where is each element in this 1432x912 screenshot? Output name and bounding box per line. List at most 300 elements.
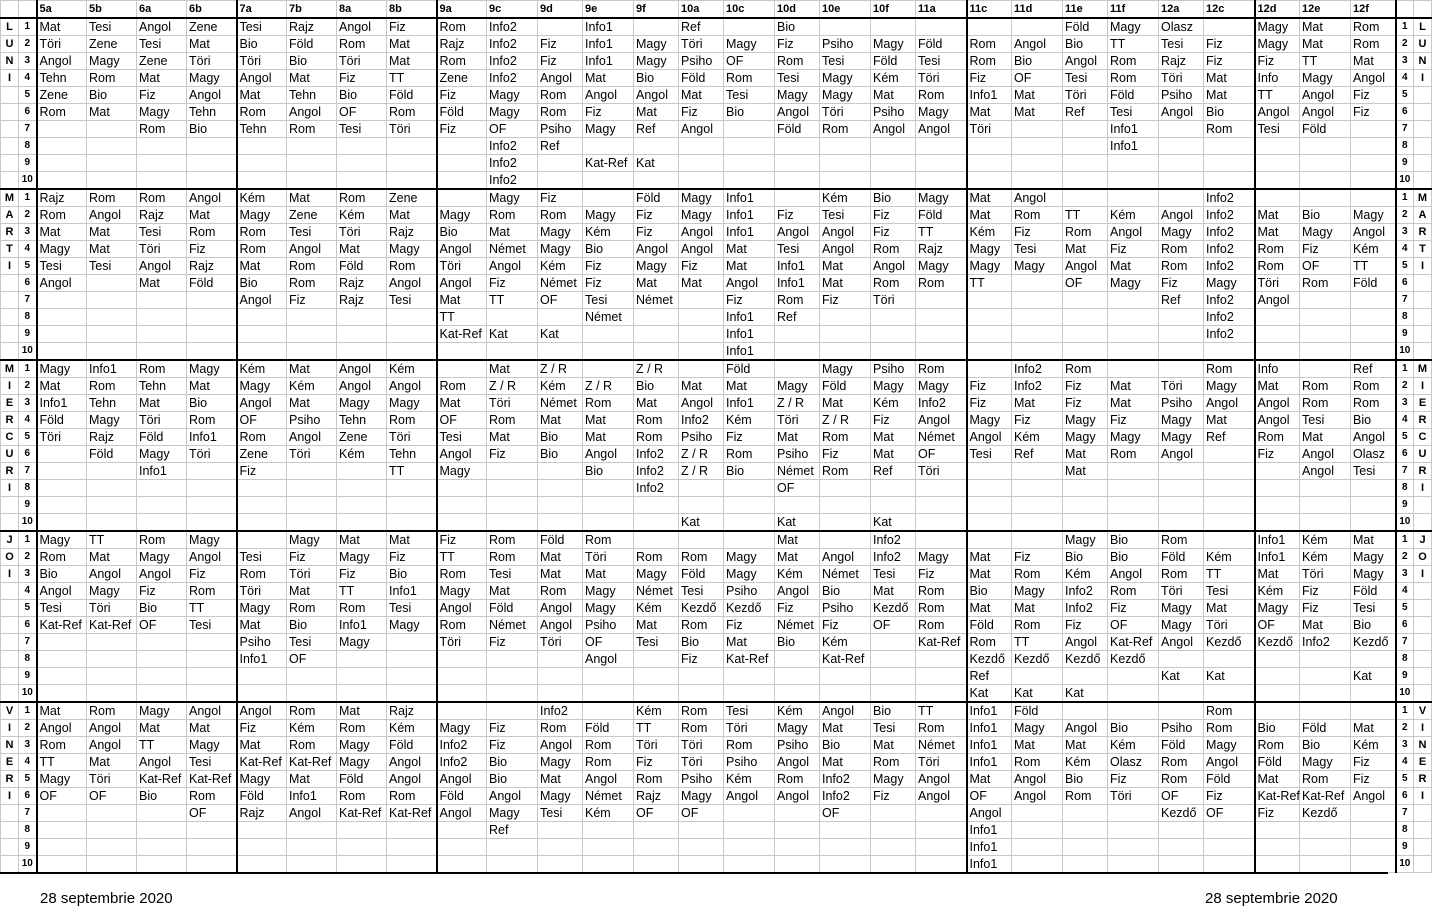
- lesson-cell[interactable]: [337, 480, 387, 497]
- lesson-cell[interactable]: [871, 651, 916, 668]
- lesson-cell[interactable]: Kat-Ref: [820, 651, 871, 668]
- lesson-cell[interactable]: [679, 685, 724, 703]
- lesson-cell[interactable]: Info1: [967, 754, 1012, 771]
- lesson-cell[interactable]: Angol: [634, 241, 679, 258]
- lesson-cell[interactable]: Magy: [337, 634, 387, 651]
- lesson-cell[interactable]: [387, 138, 437, 155]
- lesson-cell[interactable]: Magy: [1300, 224, 1351, 241]
- lesson-cell[interactable]: [1351, 651, 1396, 668]
- lesson-cell[interactable]: Bio: [1300, 737, 1351, 754]
- lesson-cell[interactable]: Angol: [820, 549, 871, 566]
- lesson-cell[interactable]: Fiz: [775, 36, 820, 53]
- lesson-cell[interactable]: [187, 685, 237, 703]
- lesson-cell[interactable]: Töri: [775, 412, 820, 429]
- lesson-cell[interactable]: [679, 292, 724, 309]
- lesson-cell[interactable]: Magy: [967, 412, 1012, 429]
- lesson-cell[interactable]: Töri: [387, 121, 437, 138]
- lesson-cell[interactable]: [1012, 822, 1063, 839]
- lesson-cell[interactable]: [187, 822, 237, 839]
- lesson-cell[interactable]: [538, 343, 583, 361]
- lesson-cell[interactable]: Rajz: [137, 207, 187, 224]
- lesson-cell[interactable]: Mat: [287, 70, 337, 87]
- lesson-cell[interactable]: [1012, 839, 1063, 856]
- lesson-cell[interactable]: [916, 668, 967, 685]
- lesson-cell[interactable]: Magy: [634, 36, 679, 53]
- lesson-cell[interactable]: Fiz: [1351, 87, 1396, 104]
- lesson-cell[interactable]: Ref: [538, 138, 583, 155]
- lesson-cell[interactable]: [871, 172, 916, 190]
- lesson-cell[interactable]: [1159, 121, 1204, 138]
- lesson-cell[interactable]: Angol: [237, 702, 287, 720]
- lesson-cell[interactable]: [487, 651, 538, 668]
- lesson-cell[interactable]: Föld: [437, 104, 487, 121]
- lesson-cell[interactable]: Fiz: [1108, 771, 1159, 788]
- lesson-cell[interactable]: Rom: [1351, 395, 1396, 412]
- lesson-cell[interactable]: [583, 172, 634, 190]
- lesson-cell[interactable]: Z / R: [775, 395, 820, 412]
- lesson-cell[interactable]: Info2: [487, 18, 538, 36]
- lesson-cell[interactable]: OF: [820, 805, 871, 822]
- lesson-cell[interactable]: Föld: [1300, 121, 1351, 138]
- lesson-cell[interactable]: [634, 839, 679, 856]
- lesson-cell[interactable]: Angol: [1300, 446, 1351, 463]
- lesson-cell[interactable]: Fiz: [820, 617, 871, 634]
- lesson-cell[interactable]: Magy: [337, 754, 387, 771]
- lesson-cell[interactable]: TT: [967, 275, 1012, 292]
- lesson-cell[interactable]: Rom: [237, 104, 287, 121]
- lesson-cell[interactable]: Mat: [87, 104, 137, 121]
- lesson-cell[interactable]: Kezdő: [1159, 805, 1204, 822]
- lesson-cell[interactable]: [37, 138, 87, 155]
- lesson-cell[interactable]: [1159, 326, 1204, 343]
- lesson-cell[interactable]: Angol: [679, 395, 724, 412]
- lesson-cell[interactable]: Rom: [583, 754, 634, 771]
- lesson-cell[interactable]: [137, 155, 187, 172]
- lesson-cell[interactable]: Magy: [487, 805, 538, 822]
- lesson-cell[interactable]: Tesi: [820, 53, 871, 70]
- lesson-cell[interactable]: Rom: [1108, 53, 1159, 70]
- lesson-cell[interactable]: Info1: [583, 36, 634, 53]
- lesson-cell[interactable]: Fiz: [1108, 600, 1159, 617]
- lesson-cell[interactable]: [679, 309, 724, 326]
- lesson-cell[interactable]: Kezdő: [1351, 634, 1396, 651]
- lesson-cell[interactable]: [724, 514, 775, 532]
- lesson-cell[interactable]: Töri: [634, 737, 679, 754]
- lesson-cell[interactable]: Angol: [1351, 70, 1396, 87]
- lesson-cell[interactable]: [967, 531, 1012, 549]
- lesson-cell[interactable]: Psiho: [871, 104, 916, 121]
- lesson-cell[interactable]: [437, 172, 487, 190]
- lesson-cell[interactable]: [967, 18, 1012, 36]
- lesson-cell[interactable]: Kezdő: [1012, 651, 1063, 668]
- lesson-cell[interactable]: [1159, 702, 1204, 720]
- lesson-cell[interactable]: [187, 172, 237, 190]
- lesson-cell[interactable]: Angol: [916, 412, 967, 429]
- lesson-cell[interactable]: Töri: [287, 446, 337, 463]
- lesson-cell[interactable]: [337, 343, 387, 361]
- lesson-cell[interactable]: Fiz: [1351, 754, 1396, 771]
- lesson-cell[interactable]: [487, 839, 538, 856]
- lesson-cell[interactable]: Angol: [1300, 463, 1351, 480]
- lesson-cell[interactable]: Angol: [1300, 104, 1351, 121]
- lesson-cell[interactable]: Angol: [437, 446, 487, 463]
- lesson-cell[interactable]: Rom: [87, 702, 137, 720]
- lesson-cell[interactable]: Angol: [1012, 788, 1063, 805]
- lesson-cell[interactable]: [538, 155, 583, 172]
- lesson-cell[interactable]: [187, 138, 237, 155]
- lesson-cell[interactable]: [775, 805, 820, 822]
- lesson-cell[interactable]: Angol: [679, 224, 724, 241]
- lesson-cell[interactable]: [87, 480, 137, 497]
- lesson-cell[interactable]: OF: [487, 121, 538, 138]
- lesson-cell[interactable]: [137, 309, 187, 326]
- lesson-cell[interactable]: [583, 326, 634, 343]
- lesson-cell[interactable]: Mat: [775, 549, 820, 566]
- lesson-cell[interactable]: Föld: [1351, 275, 1396, 292]
- lesson-cell[interactable]: Bio: [1108, 720, 1159, 737]
- lesson-cell[interactable]: [1255, 326, 1300, 343]
- lesson-cell[interactable]: [1255, 189, 1300, 207]
- lesson-cell[interactable]: Magy: [775, 87, 820, 104]
- lesson-cell[interactable]: [487, 702, 538, 720]
- lesson-cell[interactable]: Angol: [1063, 258, 1108, 275]
- lesson-cell[interactable]: [487, 497, 538, 514]
- lesson-cell[interactable]: Tesi: [237, 549, 287, 566]
- lesson-cell[interactable]: Kat-Ref: [1300, 788, 1351, 805]
- lesson-cell[interactable]: [37, 480, 87, 497]
- lesson-cell[interactable]: Kat-Ref: [137, 771, 187, 788]
- lesson-cell[interactable]: Kém: [538, 378, 583, 395]
- lesson-cell[interactable]: Angol: [775, 104, 820, 121]
- lesson-cell[interactable]: Angol: [387, 275, 437, 292]
- lesson-cell[interactable]: [967, 138, 1012, 155]
- lesson-cell[interactable]: OF: [1012, 70, 1063, 87]
- lesson-cell[interactable]: Fiz: [1255, 805, 1300, 822]
- lesson-cell[interactable]: [1255, 839, 1300, 856]
- lesson-cell[interactable]: Ref: [679, 18, 724, 36]
- lesson-cell[interactable]: Magy: [820, 360, 871, 378]
- lesson-cell[interactable]: Föld: [1159, 549, 1204, 566]
- lesson-cell[interactable]: Kém: [337, 207, 387, 224]
- lesson-cell[interactable]: Német: [487, 617, 538, 634]
- lesson-cell[interactable]: [724, 805, 775, 822]
- lesson-cell[interactable]: Kém: [871, 70, 916, 87]
- lesson-cell[interactable]: [820, 822, 871, 839]
- lesson-cell[interactable]: Angol: [1351, 788, 1396, 805]
- lesson-cell[interactable]: [775, 360, 820, 378]
- lesson-cell[interactable]: Info2: [634, 463, 679, 480]
- lesson-cell[interactable]: [1204, 480, 1255, 497]
- lesson-cell[interactable]: Fiz: [871, 788, 916, 805]
- lesson-cell[interactable]: Magy: [583, 583, 634, 600]
- lesson-cell[interactable]: Kezdő: [967, 651, 1012, 668]
- lesson-cell[interactable]: [724, 172, 775, 190]
- lesson-cell[interactable]: Angol: [437, 241, 487, 258]
- lesson-cell[interactable]: Magy: [724, 549, 775, 566]
- lesson-cell[interactable]: [287, 822, 337, 839]
- lesson-cell[interactable]: [37, 121, 87, 138]
- lesson-cell[interactable]: Bio: [387, 566, 437, 583]
- lesson-cell[interactable]: [871, 634, 916, 651]
- lesson-cell[interactable]: Rajz: [387, 224, 437, 241]
- lesson-cell[interactable]: Info2: [1204, 241, 1255, 258]
- lesson-cell[interactable]: Kém: [1204, 549, 1255, 566]
- lesson-cell[interactable]: Rom: [916, 720, 967, 737]
- lesson-cell[interactable]: Angol: [287, 429, 337, 446]
- lesson-cell[interactable]: Mat: [679, 378, 724, 395]
- lesson-cell[interactable]: Fiz: [337, 70, 387, 87]
- lesson-cell[interactable]: [137, 172, 187, 190]
- lesson-cell[interactable]: Magy: [437, 583, 487, 600]
- lesson-cell[interactable]: Föld: [1012, 702, 1063, 720]
- lesson-cell[interactable]: Rom: [87, 189, 137, 207]
- lesson-cell[interactable]: Info1: [583, 53, 634, 70]
- lesson-cell[interactable]: Töri: [967, 121, 1012, 138]
- lesson-cell[interactable]: Rajz: [37, 189, 87, 207]
- lesson-cell[interactable]: [287, 685, 337, 703]
- lesson-cell[interactable]: [187, 514, 237, 532]
- lesson-cell[interactable]: Angol: [538, 70, 583, 87]
- lesson-cell[interactable]: [1063, 668, 1108, 685]
- lesson-cell[interactable]: Rom: [916, 87, 967, 104]
- lesson-cell[interactable]: Rom: [1351, 36, 1396, 53]
- lesson-cell[interactable]: Rom: [337, 189, 387, 207]
- lesson-cell[interactable]: [1204, 856, 1255, 873]
- lesson-cell[interactable]: Mat: [337, 531, 387, 549]
- lesson-cell[interactable]: [1012, 18, 1063, 36]
- lesson-cell[interactable]: Tesi: [538, 805, 583, 822]
- lesson-cell[interactable]: Info1: [775, 275, 820, 292]
- lesson-cell[interactable]: Kém: [724, 412, 775, 429]
- lesson-cell[interactable]: Rajz: [337, 292, 387, 309]
- lesson-cell[interactable]: Mat: [387, 36, 437, 53]
- lesson-cell[interactable]: Kém: [775, 702, 820, 720]
- lesson-cell[interactable]: Kat: [1063, 685, 1108, 703]
- lesson-cell[interactable]: Psiho: [775, 737, 820, 754]
- lesson-cell[interactable]: [583, 497, 634, 514]
- lesson-cell[interactable]: Angol: [487, 788, 538, 805]
- lesson-cell[interactable]: Rom: [634, 412, 679, 429]
- lesson-cell[interactable]: Mat: [634, 104, 679, 121]
- lesson-cell[interactable]: [1204, 343, 1255, 361]
- lesson-cell[interactable]: [1255, 668, 1300, 685]
- lesson-cell[interactable]: [37, 514, 87, 532]
- lesson-cell[interactable]: Angol: [37, 53, 87, 70]
- lesson-cell[interactable]: Rom: [337, 788, 387, 805]
- lesson-cell[interactable]: [287, 172, 337, 190]
- lesson-cell[interactable]: Angol: [1159, 634, 1204, 651]
- lesson-cell[interactable]: Rom: [387, 104, 437, 121]
- lesson-cell[interactable]: Info2: [634, 480, 679, 497]
- lesson-cell[interactable]: [387, 822, 437, 839]
- lesson-cell[interactable]: Info2: [1204, 189, 1255, 207]
- lesson-cell[interactable]: Kat: [1012, 685, 1063, 703]
- lesson-cell[interactable]: Tesi: [724, 702, 775, 720]
- lesson-cell[interactable]: Töri: [137, 412, 187, 429]
- lesson-cell[interactable]: Fiz: [634, 224, 679, 241]
- lesson-cell[interactable]: Fiz: [1063, 378, 1108, 395]
- lesson-cell[interactable]: Angol: [37, 275, 87, 292]
- lesson-cell[interactable]: [87, 839, 137, 856]
- lesson-cell[interactable]: Kat-Ref: [287, 754, 337, 771]
- lesson-cell[interactable]: [237, 685, 287, 703]
- lesson-cell[interactable]: Német: [583, 309, 634, 326]
- lesson-cell[interactable]: [1204, 822, 1255, 839]
- lesson-cell[interactable]: [634, 685, 679, 703]
- lesson-cell[interactable]: [1351, 309, 1396, 326]
- lesson-cell[interactable]: [679, 822, 724, 839]
- lesson-cell[interactable]: Magy: [634, 258, 679, 275]
- lesson-cell[interactable]: TT: [87, 531, 137, 549]
- lesson-cell[interactable]: Zene: [187, 18, 237, 36]
- lesson-cell[interactable]: [1351, 856, 1396, 873]
- lesson-cell[interactable]: [916, 685, 967, 703]
- lesson-cell[interactable]: [634, 309, 679, 326]
- lesson-cell[interactable]: Info2: [1204, 292, 1255, 309]
- lesson-cell[interactable]: Tesi: [37, 258, 87, 275]
- lesson-cell[interactable]: Z / R: [634, 360, 679, 378]
- lesson-cell[interactable]: Kat-Ref: [583, 155, 634, 172]
- lesson-cell[interactable]: Fiz: [1351, 104, 1396, 121]
- lesson-cell[interactable]: Magy: [437, 463, 487, 480]
- lesson-cell[interactable]: Tesi: [724, 87, 775, 104]
- lesson-cell[interactable]: Bio: [775, 634, 820, 651]
- lesson-cell[interactable]: Angol: [679, 241, 724, 258]
- lesson-cell[interactable]: [87, 343, 137, 361]
- lesson-cell[interactable]: [137, 343, 187, 361]
- lesson-cell[interactable]: Rom: [679, 617, 724, 634]
- lesson-cell[interactable]: Bio: [1351, 617, 1396, 634]
- lesson-cell[interactable]: Kém: [337, 446, 387, 463]
- lesson-cell[interactable]: [287, 856, 337, 873]
- lesson-cell[interactable]: Info2: [820, 771, 871, 788]
- lesson-cell[interactable]: [724, 668, 775, 685]
- lesson-cell[interactable]: Mat: [137, 395, 187, 412]
- lesson-cell[interactable]: Angol: [1159, 207, 1204, 224]
- lesson-cell[interactable]: Tehn: [337, 412, 387, 429]
- lesson-cell[interactable]: Kat-Ref: [337, 805, 387, 822]
- lesson-cell[interactable]: [820, 839, 871, 856]
- lesson-cell[interactable]: Magy: [916, 378, 967, 395]
- lesson-cell[interactable]: Fiz: [967, 378, 1012, 395]
- lesson-cell[interactable]: [724, 839, 775, 856]
- lesson-cell[interactable]: [237, 309, 287, 326]
- lesson-cell[interactable]: Mat: [287, 583, 337, 600]
- lesson-cell[interactable]: Angol: [1063, 53, 1108, 70]
- lesson-cell[interactable]: [437, 155, 487, 172]
- lesson-cell[interactable]: [724, 685, 775, 703]
- lesson-cell[interactable]: [337, 497, 387, 514]
- lesson-cell[interactable]: Info1: [1108, 138, 1159, 155]
- lesson-cell[interactable]: Mat: [967, 207, 1012, 224]
- lesson-cell[interactable]: [871, 668, 916, 685]
- lesson-cell[interactable]: Rom: [1300, 771, 1351, 788]
- lesson-cell[interactable]: Kat-Ref: [1255, 788, 1300, 805]
- lesson-cell[interactable]: [487, 309, 538, 326]
- lesson-cell[interactable]: Rom: [538, 104, 583, 121]
- lesson-cell[interactable]: [237, 497, 287, 514]
- lesson-cell[interactable]: Mat: [87, 224, 137, 241]
- lesson-cell[interactable]: Ref: [1159, 292, 1204, 309]
- lesson-cell[interactable]: Bio: [487, 754, 538, 771]
- lesson-cell[interactable]: Magy: [1300, 70, 1351, 87]
- lesson-cell[interactable]: [1159, 343, 1204, 361]
- lesson-cell[interactable]: Föld: [237, 788, 287, 805]
- lesson-cell[interactable]: [1255, 480, 1300, 497]
- lesson-cell[interactable]: Rom: [37, 207, 87, 224]
- lesson-cell[interactable]: Ref: [1012, 446, 1063, 463]
- lesson-cell[interactable]: [583, 480, 634, 497]
- lesson-cell[interactable]: Fiz: [1063, 617, 1108, 634]
- lesson-cell[interactable]: Kat-Ref: [187, 771, 237, 788]
- lesson-cell[interactable]: TT: [1204, 566, 1255, 583]
- lesson-cell[interactable]: Magy: [775, 378, 820, 395]
- lesson-cell[interactable]: Magy: [487, 87, 538, 104]
- lesson-cell[interactable]: Német: [916, 737, 967, 754]
- lesson-cell[interactable]: Angol: [487, 258, 538, 275]
- lesson-cell[interactable]: [538, 856, 583, 873]
- lesson-cell[interactable]: Tesi: [487, 566, 538, 583]
- lesson-cell[interactable]: Mat: [237, 617, 287, 634]
- lesson-cell[interactable]: Rom: [387, 258, 437, 275]
- lesson-cell[interactable]: Tesi: [583, 292, 634, 309]
- lesson-cell[interactable]: Angol: [187, 189, 237, 207]
- lesson-cell[interactable]: Magy: [583, 600, 634, 617]
- lesson-cell[interactable]: [1204, 685, 1255, 703]
- lesson-cell[interactable]: Rom: [724, 446, 775, 463]
- lesson-cell[interactable]: Magy: [1063, 429, 1108, 446]
- lesson-cell[interactable]: [871, 326, 916, 343]
- lesson-cell[interactable]: Magy: [1204, 275, 1255, 292]
- lesson-cell[interactable]: Föld: [967, 617, 1012, 634]
- lesson-cell[interactable]: Tehn: [137, 378, 187, 395]
- lesson-cell[interactable]: Rom: [487, 207, 538, 224]
- lesson-cell[interactable]: [724, 121, 775, 138]
- lesson-cell[interactable]: [137, 822, 187, 839]
- lesson-cell[interactable]: Fiz: [287, 549, 337, 566]
- lesson-cell[interactable]: [583, 856, 634, 873]
- lesson-cell[interactable]: Ref: [871, 463, 916, 480]
- lesson-cell[interactable]: [916, 155, 967, 172]
- lesson-cell[interactable]: [538, 497, 583, 514]
- lesson-cell[interactable]: Kezdő: [1204, 634, 1255, 651]
- lesson-cell[interactable]: [1159, 839, 1204, 856]
- lesson-cell[interactable]: Fiz: [583, 275, 634, 292]
- lesson-cell[interactable]: Rom: [487, 531, 538, 549]
- lesson-cell[interactable]: [1159, 822, 1204, 839]
- lesson-cell[interactable]: Mat: [287, 771, 337, 788]
- lesson-cell[interactable]: OF: [583, 634, 634, 651]
- lesson-cell[interactable]: [387, 651, 437, 668]
- lesson-cell[interactable]: OF: [538, 292, 583, 309]
- lesson-cell[interactable]: Magy: [187, 531, 237, 549]
- lesson-cell[interactable]: Magy: [387, 395, 437, 412]
- lesson-cell[interactable]: Német: [775, 617, 820, 634]
- lesson-cell[interactable]: [871, 138, 916, 155]
- lesson-cell[interactable]: [37, 839, 87, 856]
- lesson-cell[interactable]: Bio: [437, 224, 487, 241]
- lesson-cell[interactable]: Magy: [967, 241, 1012, 258]
- lesson-cell[interactable]: Német: [634, 583, 679, 600]
- lesson-cell[interactable]: [37, 685, 87, 703]
- lesson-cell[interactable]: [1108, 497, 1159, 514]
- lesson-cell[interactable]: Rajz: [916, 241, 967, 258]
- lesson-cell[interactable]: Info2: [1300, 634, 1351, 651]
- lesson-cell[interactable]: [634, 497, 679, 514]
- lesson-cell[interactable]: [775, 839, 820, 856]
- lesson-cell[interactable]: Info2: [487, 53, 538, 70]
- lesson-cell[interactable]: [1351, 480, 1396, 497]
